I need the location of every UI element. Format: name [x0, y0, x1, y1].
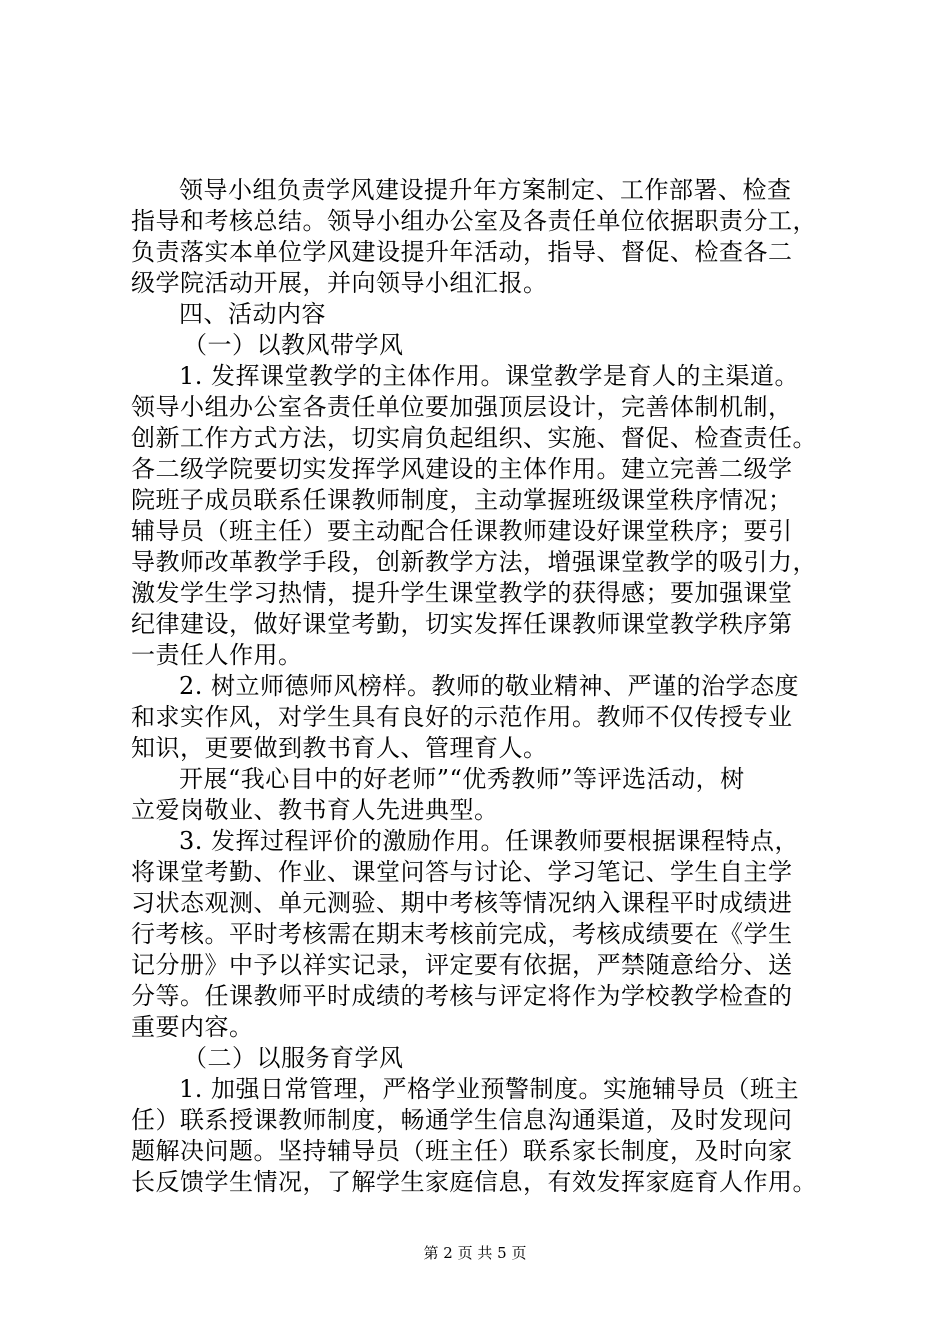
text-line: 1. 加强日常管理，严格学业预警制度。实施辅导员（班主 [179, 1075, 800, 1103]
text-line: 习状态观测、单元测验、期中考核等情况纳入课程平时成绩进 [131, 889, 793, 917]
text-line: 2. 树立师德师风榜样。教师的敬业精神、严谨的治学态度 [179, 672, 800, 700]
text-line: 和求实作风，对学生具有良好的示范作用。教师不仅传授专业 [131, 703, 793, 731]
document-body [131, 175, 831, 1198]
text-line: 知识，更要做到教书育人、管理育人。 [131, 734, 548, 762]
page-footer: 第 2 页 共 5 页 [423, 1244, 527, 1262]
text-line: （二）以服务育学风 [183, 1044, 404, 1072]
text-line: 开展“我心目中的好老师”“优秀教师”等评选活动，树 [179, 765, 745, 793]
text-line: 指导和考核总结。领导小组办公室及各责任单位依据职责分工， [131, 207, 817, 235]
text-line: 辅导员（班主任）要主动配合任课教师建设好课堂秩序；要引 [131, 517, 793, 545]
text-line: 分等。任课教师平时成绩的考核与评定将作为学校教学检查的 [131, 982, 793, 1010]
text-line: 各二级学院要切实发挥学风建设的主体作用。建立完善二级学 [131, 455, 793, 483]
text-line: 将课堂考勤、作业、课堂问答与讨论、学习笔记、学生自主学 [131, 858, 793, 886]
text-line: 长反馈学生情况，了解学生家庭信息，有效发挥家庭育人作用。 [131, 1168, 817, 1196]
text-line: 负责落实本单位学风建设提升年活动，指导、督促、检查各二 [131, 238, 793, 266]
text-line: 重要内容。 [131, 1013, 254, 1041]
text-line: 激发学生学习热情，提升学生课堂教学的获得感；要加强课堂 [131, 579, 793, 607]
text-line: 创新工作方式方法，切实肩负起组织、实施、督促、检查责任。 [131, 424, 817, 452]
text-line: 题解决问题。坚持辅导员（班主任）联系家长制度，及时向家 [131, 1137, 793, 1165]
text-line: 院班子成员联系任课教师制度，主动掌握班级课堂秩序情况； [131, 486, 793, 514]
text-line: 级学院活动开展，并向领导小组汇报。 [131, 269, 548, 297]
text-line: 立爱岗敬业、教书育人先进典型。 [131, 796, 499, 824]
text-line: 领导小组负责学风建设提升年方案制定、工作部署、检查 [179, 176, 792, 204]
text-line: （一）以教风带学风 [183, 331, 404, 359]
text-line: 3. 发挥过程评价的激励作用。任课教师要根据课程特点， [179, 827, 800, 855]
text-line: 领导小组办公室各责任单位要加强顶层设计，完善体制机制， [131, 393, 793, 421]
text-line: 行考核。平时考核需在期末考核前完成，考核成绩要在《学生 [131, 920, 793, 948]
text-line: 导教师改革教学手段，创新教学方法，增强课堂教学的吸引力， [131, 548, 817, 576]
text-line: 任）联系授课教师制度，畅通学生信息沟通渠道，及时发现问 [131, 1106, 793, 1134]
text-line: 1. 发挥课堂教学的主体作用。课堂教学是育人的主渠道。 [179, 362, 800, 390]
text-line: 记分册》中予以祥实记录，评定要有依据，严禁随意给分、送 [131, 951, 793, 979]
text-line: 纪律建设，做好课堂考勤，切实发挥任课教师课堂教学秩序第 [131, 610, 793, 638]
text-line: 四、活动内容 [179, 300, 326, 328]
text-line: 一责任人作用。 [131, 641, 303, 669]
